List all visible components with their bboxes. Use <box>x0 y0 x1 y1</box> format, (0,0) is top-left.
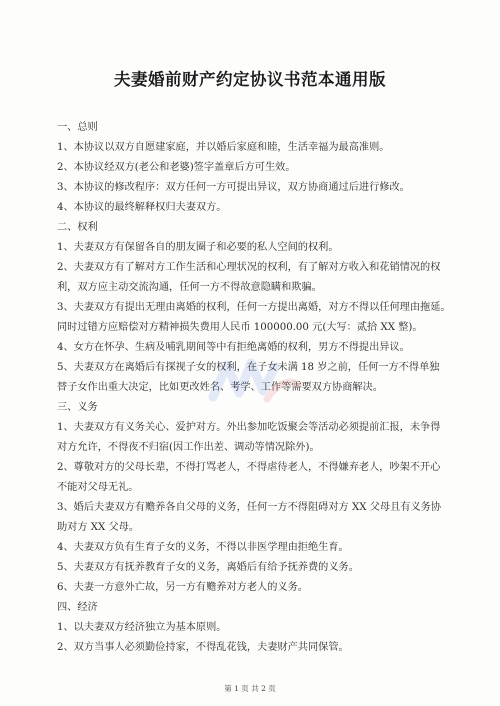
document-line: 2、本协议经双方(老公和老婆)签字盖章后方可生效。 <box>57 162 296 173</box>
document-line: 对方允许，不得夜不归宿(因工作出差、调动等情况除外)。 <box>57 442 320 453</box>
document-line: 同时过错方应赔偿对方精神损失费用人民币 100000.00 元(大写：贰拾 XX 整)。 <box>57 322 423 333</box>
document-line: 5、夫妻双方有抚养教育子女的义务，离婚后有给予抚养费的义务。 <box>57 562 359 573</box>
document-body <box>57 118 453 658</box>
document-line: 二、权利 <box>57 222 98 233</box>
document-line: 助对方 XX 父母。 <box>57 522 140 533</box>
document-line: 3、夫妻双方有提出无理由离婚的权利，任何一方提出离婚，对方不得以任何理由拖延。 <box>57 302 451 313</box>
document-line: 替子女作出重大决定，比如更改姓名、考学、工作等需要双方协商解决。 <box>57 382 383 393</box>
document-line: 1、夫妻双方有保留各自的朋友圈子和必要的私人空间的权利。 <box>57 242 339 253</box>
document-line: 1、本协议以双方自愿建家庭，并以婚后家庭和睦，生活幸福为最高准则。 <box>57 142 390 153</box>
document-line: 4、夫妻双方负有生育子女的义务，不得以非医学理由拒绝生育。 <box>57 542 349 553</box>
document-line: 2、尊敬对方的父母长辈，不得打骂老人，不得虐待老人，不得嫌弃老人，吵架不开心 <box>57 462 441 473</box>
document-title: 夫妻婚前财产约定协议书范本通用版 <box>114 70 386 89</box>
document-line: 不能对父母无礼。 <box>57 482 139 493</box>
document-line: 2、夫妻双方有了解对方工作生活和心理状况的权利，有了解对方收入和花销情况的权 <box>57 262 441 273</box>
document-line: 1、夫妻双方有义务关心、爱护对方。外出参加吃饭聚会等活动必须提前汇报，未争得 <box>57 422 441 433</box>
document-line: 6、夫妻一方意外亡故，另一方有赡养对方老人的义务。 <box>57 582 308 593</box>
document-line: 四、经济 <box>57 602 98 613</box>
document-line: 3、婚后夫妻双方有赡养各自父母的义务，任何一方不得阻碍对方 XX 父母且有义务协 <box>57 502 442 513</box>
document-line: 4、女方在怀孕、生病及哺乳期间等中有拒绝离婚的权利，男方不得提出异议。 <box>57 342 410 353</box>
document-line: 3、本协议的修改程序：双方任何一方可提出异议，双方协商通过后进行修改。 <box>57 182 410 193</box>
document-line: 1、以夫妻双方经济独立为基本原则。 <box>57 622 227 633</box>
document-line: 4、本协议的最终解释权归夫妻双方。 <box>57 202 227 213</box>
document-line: 2、双方当事人必须勤俭持家，不得乱花钱，夫妻财产共同保管。 <box>57 642 349 653</box>
document-line: 一、总则 <box>57 122 98 133</box>
page-footer: 第 1 页 共 2 页 <box>224 684 276 693</box>
document-line: 利，双方应主动交流沟通，任何一方不得故意隐瞒和欺骗。 <box>57 282 322 293</box>
document-line: 三、义务 <box>57 402 98 413</box>
document-line: 5、夫妻双方在离婚后有探视子女的权利，在子女未满 18 岁之前，任何一方不得单独 <box>57 362 440 373</box>
